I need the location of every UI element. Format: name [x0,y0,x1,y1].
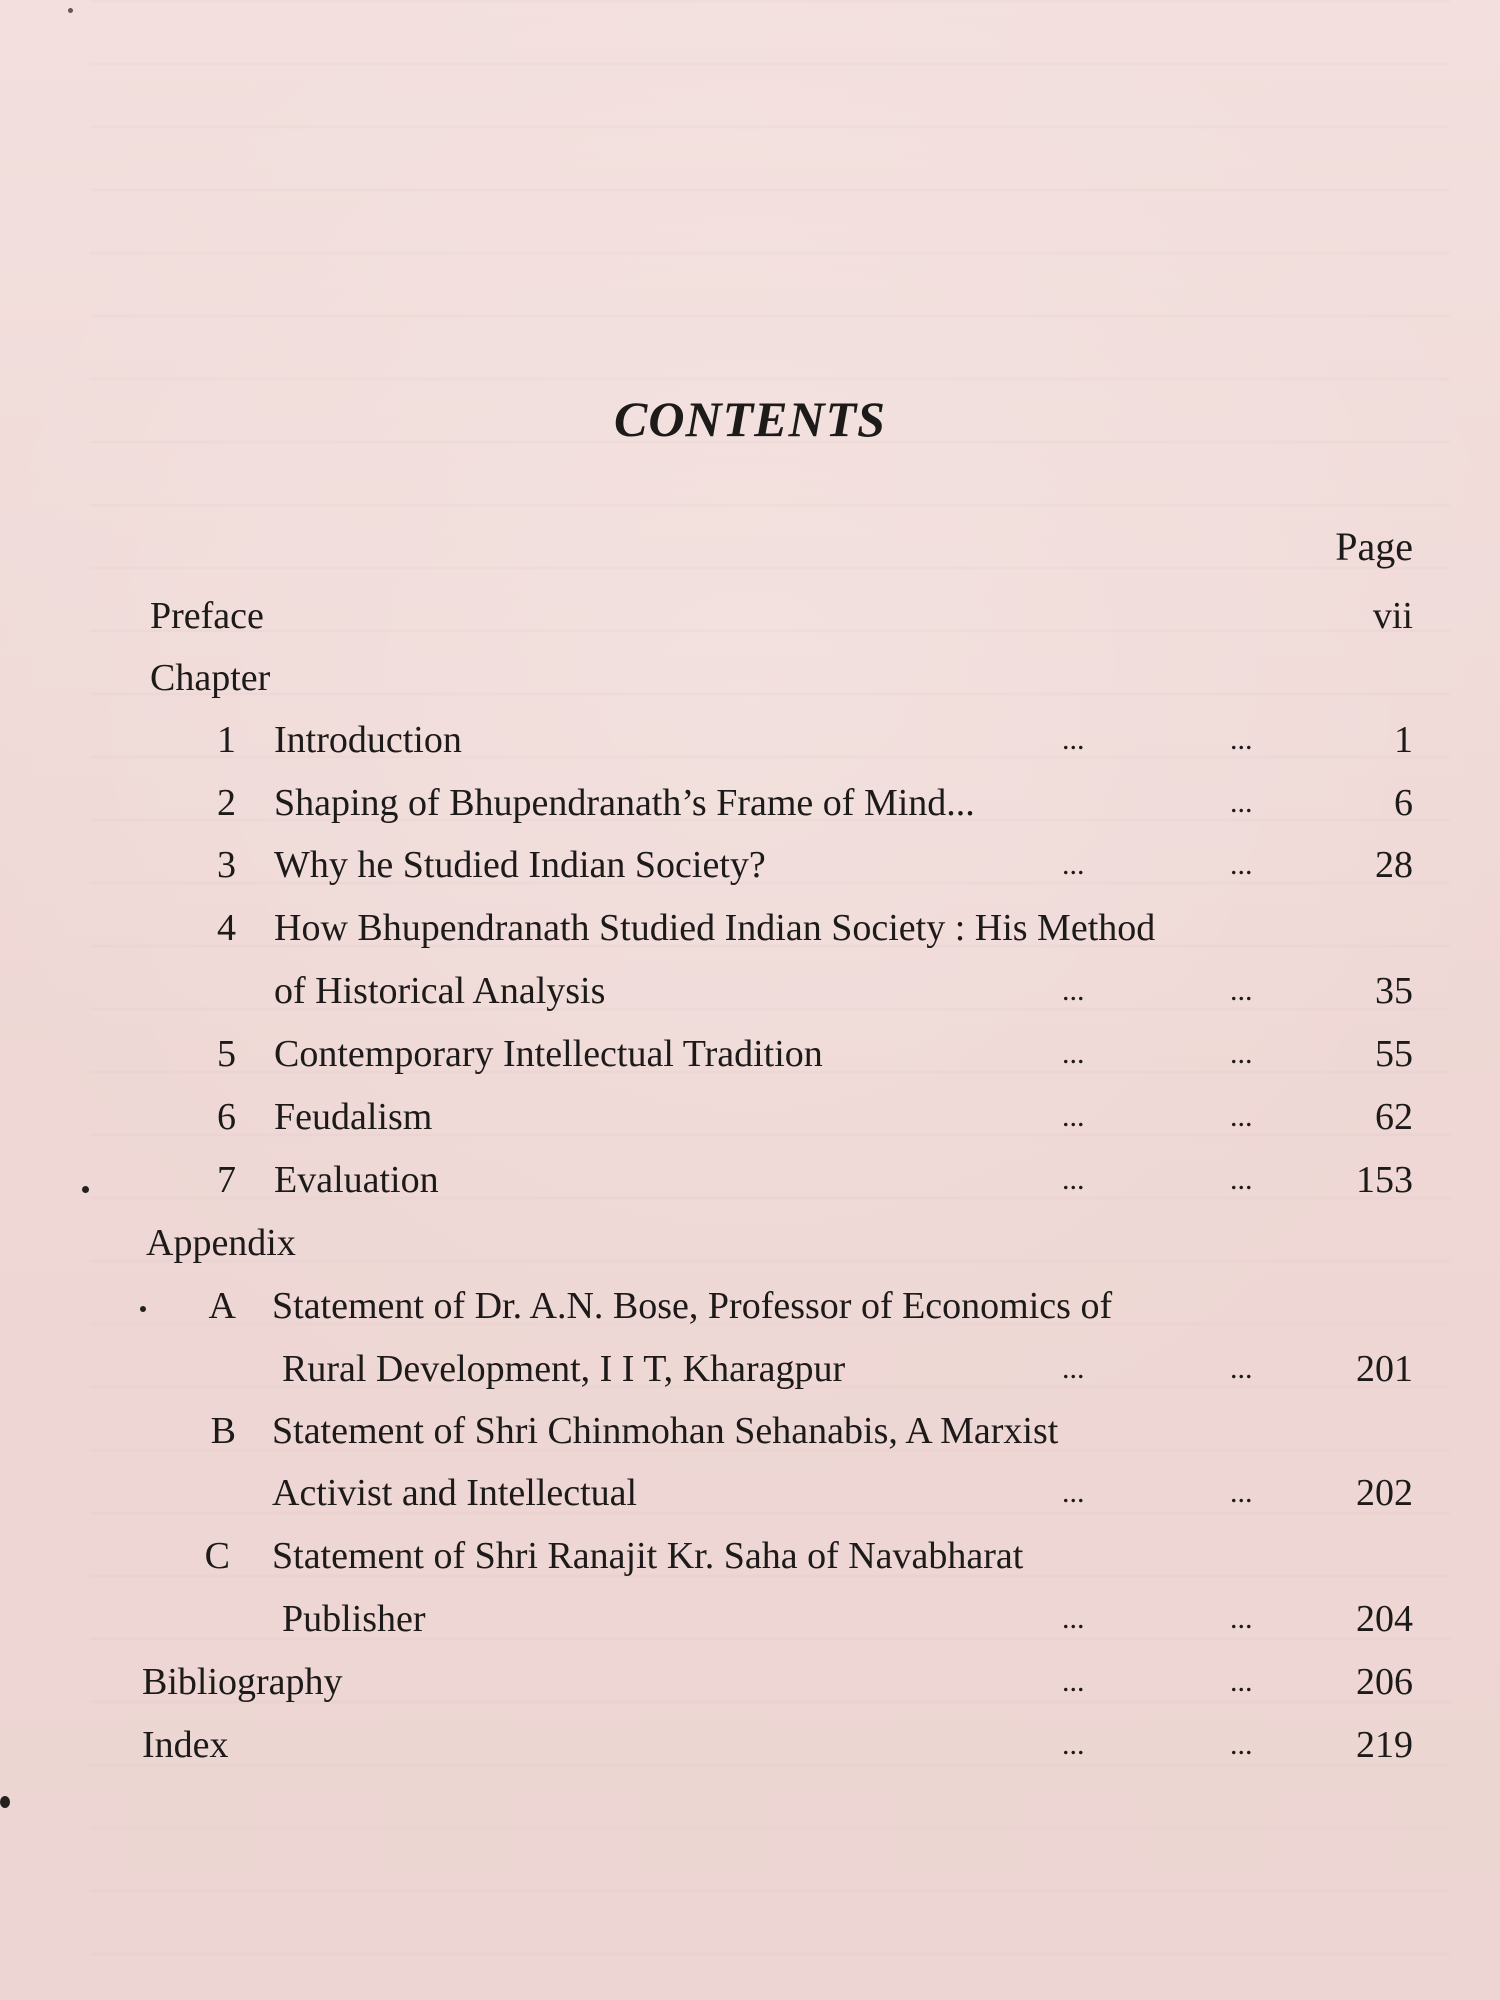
toc-page-number: 6 [1394,782,1413,824]
toc-heading: Chapter [150,657,271,699]
toc-label: Preface [150,595,264,637]
appendix-title-line2: Rural Development, I I T, Kharagpur [282,1348,846,1390]
toc-entry-chapter-7: 7 Evaluation ... ... 153 [0,1151,1500,1209]
toc-entry-appendix-b [0,1402,1500,1460]
ink-dot [0,1796,10,1808]
ink-dot [68,8,73,13]
toc-entry-chapter-4 [0,899,1500,957]
chapter-title: Why he Studied Indian Society? [274,844,766,886]
toc-entry-chapter-3: 3 Why he Studied Indian Society? ... ... 28 [0,836,1500,894]
toc-entry-chapter-5: 5 Contemporary Intellectual Tradition ... ... 55 [0,1025,1500,1083]
toc-label: Bibliography [142,1661,343,1703]
appendix-letter: C [204,1535,230,1577]
toc-entry-bibliography: Bibliography ... ... 206 [0,1653,1500,1711]
chapter-number: 1 [217,719,236,761]
chapter-number: 4 [217,907,236,949]
toc-entry-appendix-c [0,1527,1500,1585]
chapter-title-line2: of Historical Analysis [274,970,606,1012]
chapter-title: Feudalism [274,1096,433,1138]
toc-page-number: 219 [1356,1724,1413,1766]
appendix-title-line1: Statement of Shri Ranajit Kr. Saha of Navabharat [272,1535,1024,1577]
appendix-title-line1: Statement of Dr. A.N. Bose, Professor of Economics of [272,1285,1113,1327]
chapter-number: 5 [217,1033,236,1075]
appendix-letter: A [208,1285,236,1327]
chapter-title: Evaluation [274,1159,439,1201]
toc-entry-appendix-c-cont: Publisher ... ... 204 [0,1590,1500,1648]
toc-entry-chapter-4-cont: of Historical Analysis ... ... 35 [0,962,1500,1020]
chapter-number: 6 [217,1096,236,1138]
toc-section-chapter [0,649,1500,707]
page-title: CONTENTS [614,391,886,447]
chapter-title: Shaping of Bhupendranath’s Frame of Mind... [274,782,975,824]
toc-heading: Appendix [146,1222,296,1264]
toc-entry-chapter-1: 1 Introduction ... ... 1 [0,711,1500,769]
chapter-number: 2 [217,782,236,824]
toc-page-number: 204 [1356,1598,1413,1640]
toc-entry-chapter-6: 6 Feudalism ... ... 62 [0,1088,1500,1146]
toc-section-appendix [0,1214,1500,1272]
toc-label: Index [142,1724,229,1766]
toc-page-number: vii [1372,595,1413,637]
appendix-title-line2: Publisher [282,1598,426,1640]
toc-page-number: 202 [1356,1472,1413,1514]
toc-page-number: 201 [1356,1348,1413,1390]
toc-page-number: 28 [1375,844,1413,886]
toc-page-number: 55 [1375,1033,1413,1075]
chapter-title-line1: How Bhupendranath Studied Indian Society : His Method [274,907,1156,949]
chapter-title: Contemporary Intellectual Tradition [274,1033,823,1075]
toc-entry-appendix-a-cont: Rural Development, I I T, Kharagpur ... ... 201 [0,1340,1500,1398]
toc-page-number: 35 [1375,970,1413,1012]
appendix-letter: B [210,1410,236,1452]
toc-page-number: 153 [1356,1159,1413,1201]
chapter-number: 3 [217,844,236,886]
toc-entry-appendix-a [0,1277,1500,1335]
toc-page-number: 206 [1356,1661,1413,1703]
chapter-number: 7 [217,1159,236,1201]
toc-page-number: 1 [1394,719,1413,761]
appendix-title-line1: Statement of Shri Chinmohan Sehanabis, A Marxist [272,1410,1059,1452]
appendix-title-line2: Activist and Intellectual [272,1472,638,1514]
toc-entry-preface [0,587,1500,645]
page-column-header: Page [1335,524,1413,569]
toc-entry-appendix-b-cont: Activist and Intellectual ... ... 202 [0,1464,1500,1522]
toc-page-number: 62 [1375,1096,1413,1138]
toc-entry-chapter-2: 2 Shaping of Bhupendranath’s Frame of Mind... ... 6 [0,774,1500,832]
toc-entry-index: Index ... ... 219 [0,1716,1500,1774]
chapter-title: Introduction [274,719,462,761]
